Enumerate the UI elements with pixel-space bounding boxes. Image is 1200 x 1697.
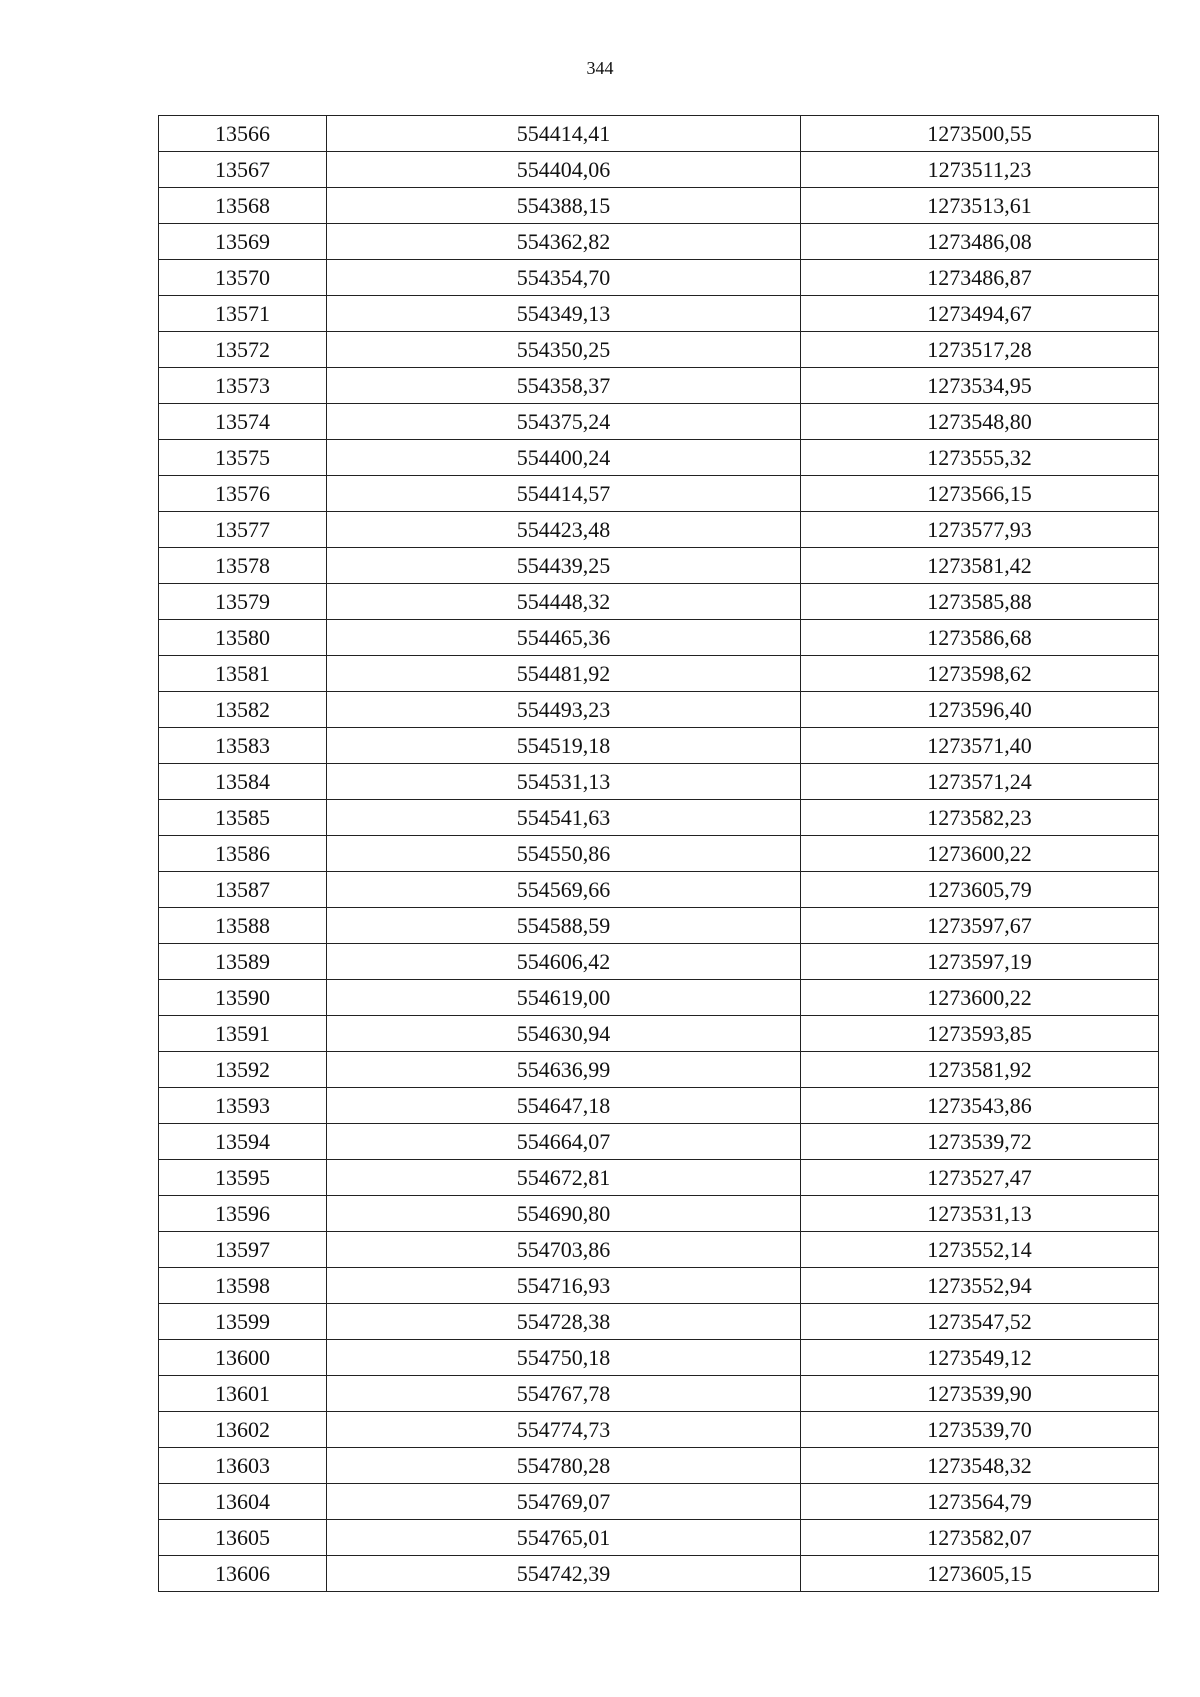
point-number-cell: 13591 xyxy=(159,1016,327,1052)
x-coordinate-cell: 554358,37 xyxy=(327,368,801,404)
y-coordinate-cell: 1273582,23 xyxy=(801,800,1159,836)
point-number-cell: 13585 xyxy=(159,800,327,836)
point-number-cell: 13590 xyxy=(159,980,327,1016)
y-coordinate-cell: 1273597,19 xyxy=(801,944,1159,980)
y-coordinate-cell: 1273511,23 xyxy=(801,152,1159,188)
y-coordinate-cell: 1273513,61 xyxy=(801,188,1159,224)
point-number-cell: 13599 xyxy=(159,1304,327,1340)
table-row xyxy=(159,512,1159,548)
table-row xyxy=(159,764,1159,800)
table-row xyxy=(159,368,1159,404)
x-coordinate-cell: 554703,86 xyxy=(327,1232,801,1268)
point-number-cell: 13576 xyxy=(159,476,327,512)
table-row xyxy=(159,1232,1159,1268)
y-coordinate-cell: 1273581,92 xyxy=(801,1052,1159,1088)
point-number-cell: 13589 xyxy=(159,944,327,980)
y-coordinate-cell: 1273539,72 xyxy=(801,1124,1159,1160)
table-row xyxy=(159,404,1159,440)
table-row xyxy=(159,1448,1159,1484)
y-coordinate-cell: 1273527,47 xyxy=(801,1160,1159,1196)
x-coordinate-cell: 554630,94 xyxy=(327,1016,801,1052)
y-coordinate-cell: 1273531,13 xyxy=(801,1196,1159,1232)
table-row xyxy=(159,836,1159,872)
x-coordinate-cell: 554375,24 xyxy=(327,404,801,440)
table-row xyxy=(159,584,1159,620)
y-coordinate-cell: 1273596,40 xyxy=(801,692,1159,728)
point-number-cell: 13577 xyxy=(159,512,327,548)
point-number-cell: 13603 xyxy=(159,1448,327,1484)
y-coordinate-cell: 1273571,40 xyxy=(801,728,1159,764)
y-coordinate-cell: 1273552,94 xyxy=(801,1268,1159,1304)
x-coordinate-cell: 554519,18 xyxy=(327,728,801,764)
y-coordinate-cell: 1273494,67 xyxy=(801,296,1159,332)
table-row xyxy=(159,728,1159,764)
y-coordinate-cell: 1273586,68 xyxy=(801,620,1159,656)
x-coordinate-cell: 554750,18 xyxy=(327,1340,801,1376)
point-number-cell: 13569 xyxy=(159,224,327,260)
point-number-cell: 13583 xyxy=(159,728,327,764)
x-coordinate-cell: 554765,01 xyxy=(327,1520,801,1556)
x-coordinate-cell: 554350,25 xyxy=(327,332,801,368)
table-row xyxy=(159,224,1159,260)
x-coordinate-cell: 554672,81 xyxy=(327,1160,801,1196)
table-row xyxy=(159,188,1159,224)
x-coordinate-cell: 554780,28 xyxy=(327,1448,801,1484)
y-coordinate-cell: 1273547,52 xyxy=(801,1304,1159,1340)
y-coordinate-cell: 1273548,32 xyxy=(801,1448,1159,1484)
y-coordinate-cell: 1273605,79 xyxy=(801,872,1159,908)
point-number-cell: 13574 xyxy=(159,404,327,440)
x-coordinate-cell: 554774,73 xyxy=(327,1412,801,1448)
x-coordinate-cell: 554569,66 xyxy=(327,872,801,908)
y-coordinate-cell: 1273517,28 xyxy=(801,332,1159,368)
table-row xyxy=(159,260,1159,296)
coordinates-table-body xyxy=(159,116,1159,1592)
y-coordinate-cell: 1273534,95 xyxy=(801,368,1159,404)
x-coordinate-cell: 554550,86 xyxy=(327,836,801,872)
table-row xyxy=(159,1556,1159,1592)
y-coordinate-cell: 1273597,67 xyxy=(801,908,1159,944)
y-coordinate-cell: 1273543,86 xyxy=(801,1088,1159,1124)
y-coordinate-cell: 1273605,15 xyxy=(801,1556,1159,1592)
y-coordinate-cell: 1273564,79 xyxy=(801,1484,1159,1520)
table-row xyxy=(159,332,1159,368)
table-row xyxy=(159,1484,1159,1520)
x-coordinate-cell: 554388,15 xyxy=(327,188,801,224)
point-number-cell: 13604 xyxy=(159,1484,327,1520)
table-row xyxy=(159,620,1159,656)
y-coordinate-cell: 1273486,08 xyxy=(801,224,1159,260)
x-coordinate-cell: 554767,78 xyxy=(327,1376,801,1412)
table-row xyxy=(159,692,1159,728)
y-coordinate-cell: 1273585,88 xyxy=(801,584,1159,620)
point-number-cell: 13601 xyxy=(159,1376,327,1412)
point-number-cell: 13579 xyxy=(159,584,327,620)
point-number-cell: 13602 xyxy=(159,1412,327,1448)
x-coordinate-cell: 554448,32 xyxy=(327,584,801,620)
point-number-cell: 13573 xyxy=(159,368,327,404)
y-coordinate-cell: 1273566,15 xyxy=(801,476,1159,512)
x-coordinate-cell: 554769,07 xyxy=(327,1484,801,1520)
table-row xyxy=(159,1016,1159,1052)
x-coordinate-cell: 554400,24 xyxy=(327,440,801,476)
y-coordinate-cell: 1273582,07 xyxy=(801,1520,1159,1556)
y-coordinate-cell: 1273593,85 xyxy=(801,1016,1159,1052)
table-row xyxy=(159,1376,1159,1412)
y-coordinate-cell: 1273600,22 xyxy=(801,980,1159,1016)
x-coordinate-cell: 554742,39 xyxy=(327,1556,801,1592)
table-row xyxy=(159,476,1159,512)
y-coordinate-cell: 1273539,90 xyxy=(801,1376,1159,1412)
point-number-cell: 13567 xyxy=(159,152,327,188)
table-row xyxy=(159,296,1159,332)
x-coordinate-cell: 554647,18 xyxy=(327,1088,801,1124)
y-coordinate-cell: 1273581,42 xyxy=(801,548,1159,584)
x-coordinate-cell: 554354,70 xyxy=(327,260,801,296)
table-row xyxy=(159,1196,1159,1232)
point-number-cell: 13596 xyxy=(159,1196,327,1232)
y-coordinate-cell: 1273486,87 xyxy=(801,260,1159,296)
table-row xyxy=(159,1304,1159,1340)
x-coordinate-cell: 554439,25 xyxy=(327,548,801,584)
table-row xyxy=(159,656,1159,692)
y-coordinate-cell: 1273500,55 xyxy=(801,116,1159,152)
point-number-cell: 13572 xyxy=(159,332,327,368)
x-coordinate-cell: 554404,06 xyxy=(327,152,801,188)
x-coordinate-cell: 554531,13 xyxy=(327,764,801,800)
point-number-cell: 13597 xyxy=(159,1232,327,1268)
x-coordinate-cell: 554414,41 xyxy=(327,116,801,152)
table-row xyxy=(159,1268,1159,1304)
table-row xyxy=(159,944,1159,980)
point-number-cell: 13605 xyxy=(159,1520,327,1556)
point-number-cell: 13578 xyxy=(159,548,327,584)
point-number-cell: 13593 xyxy=(159,1088,327,1124)
table-row xyxy=(159,440,1159,476)
point-number-cell: 13568 xyxy=(159,188,327,224)
y-coordinate-cell: 1273549,12 xyxy=(801,1340,1159,1376)
point-number-cell: 13600 xyxy=(159,1340,327,1376)
x-coordinate-cell: 554588,59 xyxy=(327,908,801,944)
x-coordinate-cell: 554664,07 xyxy=(327,1124,801,1160)
x-coordinate-cell: 554349,13 xyxy=(327,296,801,332)
x-coordinate-cell: 554636,99 xyxy=(327,1052,801,1088)
point-number-cell: 13575 xyxy=(159,440,327,476)
y-coordinate-cell: 1273539,70 xyxy=(801,1412,1159,1448)
y-coordinate-cell: 1273548,80 xyxy=(801,404,1159,440)
table-row xyxy=(159,1088,1159,1124)
x-coordinate-cell: 554728,38 xyxy=(327,1304,801,1340)
point-number-cell: 13580 xyxy=(159,620,327,656)
table-row xyxy=(159,1340,1159,1376)
table-row xyxy=(159,548,1159,584)
y-coordinate-cell: 1273598,62 xyxy=(801,656,1159,692)
table-row xyxy=(159,1412,1159,1448)
point-number-cell: 13595 xyxy=(159,1160,327,1196)
point-number-cell: 13582 xyxy=(159,692,327,728)
table-row xyxy=(159,1520,1159,1556)
point-number-cell: 13588 xyxy=(159,908,327,944)
table-row xyxy=(159,1124,1159,1160)
table-row xyxy=(159,116,1159,152)
x-coordinate-cell: 554481,92 xyxy=(327,656,801,692)
table-row xyxy=(159,908,1159,944)
x-coordinate-cell: 554716,93 xyxy=(327,1268,801,1304)
point-number-cell: 13594 xyxy=(159,1124,327,1160)
x-coordinate-cell: 554465,36 xyxy=(327,620,801,656)
point-number-cell: 13598 xyxy=(159,1268,327,1304)
table-row xyxy=(159,872,1159,908)
x-coordinate-cell: 554619,00 xyxy=(327,980,801,1016)
x-coordinate-cell: 554541,63 xyxy=(327,800,801,836)
x-coordinate-cell: 554414,57 xyxy=(327,476,801,512)
point-number-cell: 13581 xyxy=(159,656,327,692)
x-coordinate-cell: 554362,82 xyxy=(327,224,801,260)
table-row xyxy=(159,152,1159,188)
y-coordinate-cell: 1273555,32 xyxy=(801,440,1159,476)
point-number-cell: 13606 xyxy=(159,1556,327,1592)
point-number-cell: 13587 xyxy=(159,872,327,908)
x-coordinate-cell: 554606,42 xyxy=(327,944,801,980)
y-coordinate-cell: 1273577,93 xyxy=(801,512,1159,548)
point-number-cell: 13584 xyxy=(159,764,327,800)
point-number-cell: 13586 xyxy=(159,836,327,872)
table-row xyxy=(159,980,1159,1016)
point-number-cell: 13592 xyxy=(159,1052,327,1088)
point-number-cell: 13570 xyxy=(159,260,327,296)
point-number-cell: 13566 xyxy=(159,116,327,152)
y-coordinate-cell: 1273552,14 xyxy=(801,1232,1159,1268)
coordinates-table xyxy=(158,115,1159,1592)
page-number: 344 xyxy=(586,58,614,78)
y-coordinate-cell: 1273571,24 xyxy=(801,764,1159,800)
table-row xyxy=(159,1160,1159,1196)
table-row xyxy=(159,800,1159,836)
x-coordinate-cell: 554493,23 xyxy=(327,692,801,728)
table-row xyxy=(159,1052,1159,1088)
y-coordinate-cell: 1273600,22 xyxy=(801,836,1159,872)
x-coordinate-cell: 554690,80 xyxy=(327,1196,801,1232)
point-number-cell: 13571 xyxy=(159,296,327,332)
x-coordinate-cell: 554423,48 xyxy=(327,512,801,548)
